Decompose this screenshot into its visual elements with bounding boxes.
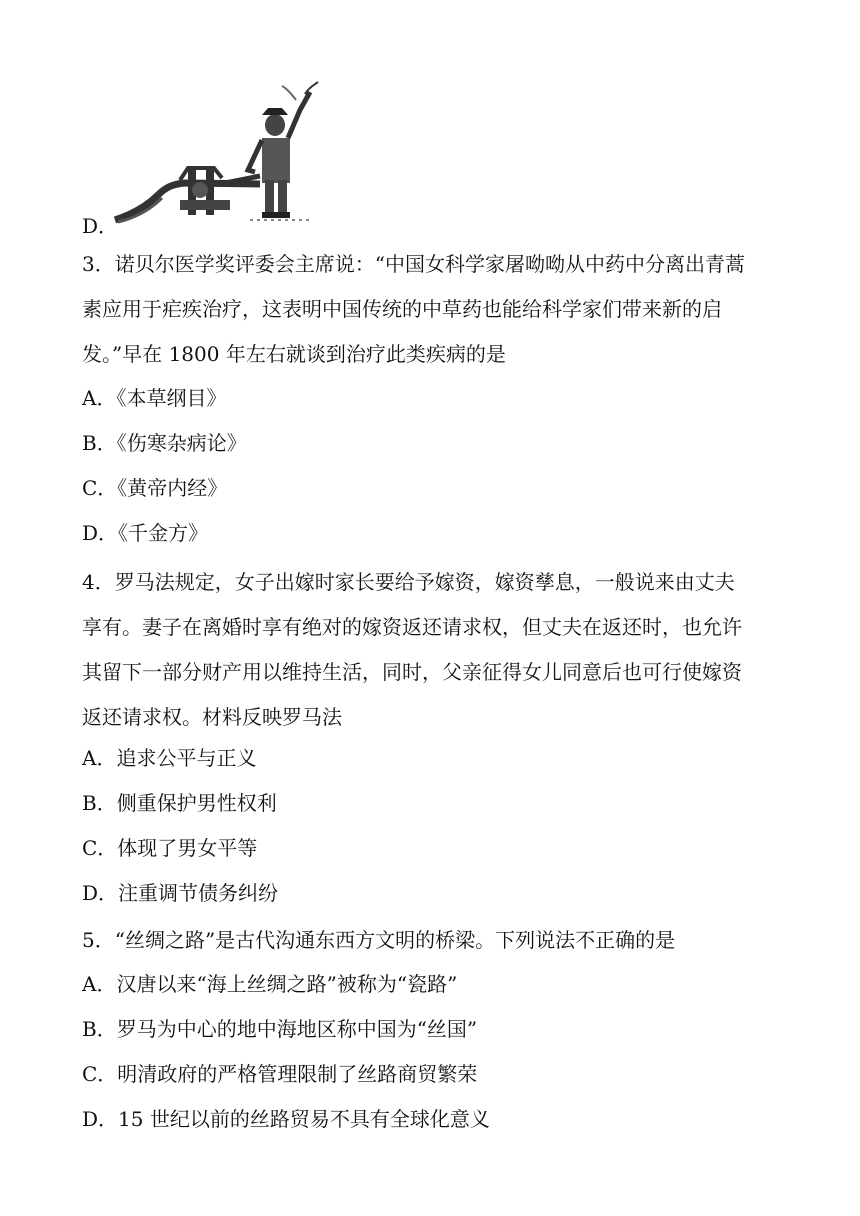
question-4-line-1: 4．罗马法规定，女子出嫁时家长要给予嫁资，嫁资孳息，一般说来由丈夫 xyxy=(82,570,735,594)
question-4-option-d: D．注重调节债务纠纷 xyxy=(82,881,279,905)
question-3-stem xyxy=(82,242,787,377)
question-4-option-b: B．侧重保护男性权利 xyxy=(82,791,277,815)
question-3-option-d: D．《千金方》 xyxy=(82,521,209,545)
question-5-line-1: 5．“丝绸之路”是古代沟通东西方文明的桥梁。下列说法不正确的是 xyxy=(82,928,676,952)
question-5-option-a: A．汉唐以来“海上丝绸之路”被称为“瓷路” xyxy=(82,972,458,996)
question-4-line-4: 返还请求权。材料反映罗马法 xyxy=(82,705,342,729)
question-4-stem xyxy=(82,560,787,740)
question-5-option-c: C．明清政府的严格管理限制了丝路商贸繁荣 xyxy=(82,1062,478,1086)
question-4-option-c: C．体现了男女平等 xyxy=(82,836,258,860)
question-3-line-2: 素应用于疟疾治疗，这表明中国传统的中草药也能给科学家们带来新的启 xyxy=(82,297,722,321)
question-3-line-3: 发。”早在 1800 年左右就谈到治疗此类疾病的是 xyxy=(82,342,506,366)
option-letter: D． xyxy=(82,214,119,238)
question-3-option-b: B．《伤寒杂病论》 xyxy=(82,431,247,455)
question-4-option-a: A．追求公平与正义 xyxy=(82,746,257,770)
question-3-line-1: 3．诺贝尔医学奖评委会主席说：“中国女科学家屠呦呦从中药中分离出青蒿 xyxy=(82,252,745,276)
question-4-line-2: 享有。妻子在离婚时享有绝对的嫁资返还请求权，但丈夫在返还时，也允许 xyxy=(82,615,742,639)
question-4-line-3: 其留下一部分财产用以维持生活，同时，父亲征得女儿同意后也可行使嫁资 xyxy=(82,660,742,684)
question-5-stem xyxy=(82,918,787,963)
q2-option-d xyxy=(82,80,482,240)
question-5-option-b: B．罗马为中心的地中海地区称中国为“丝国” xyxy=(82,1017,478,1041)
question-3-option-c: C．《黄帝内经》 xyxy=(82,476,228,500)
question-5-option-d: D．15 世纪以前的丝路贸易不具有全球化意义 xyxy=(82,1107,490,1131)
question-3-option-a: A．《本草纲目》 xyxy=(82,386,227,410)
plowing-farmer-image xyxy=(110,80,320,230)
